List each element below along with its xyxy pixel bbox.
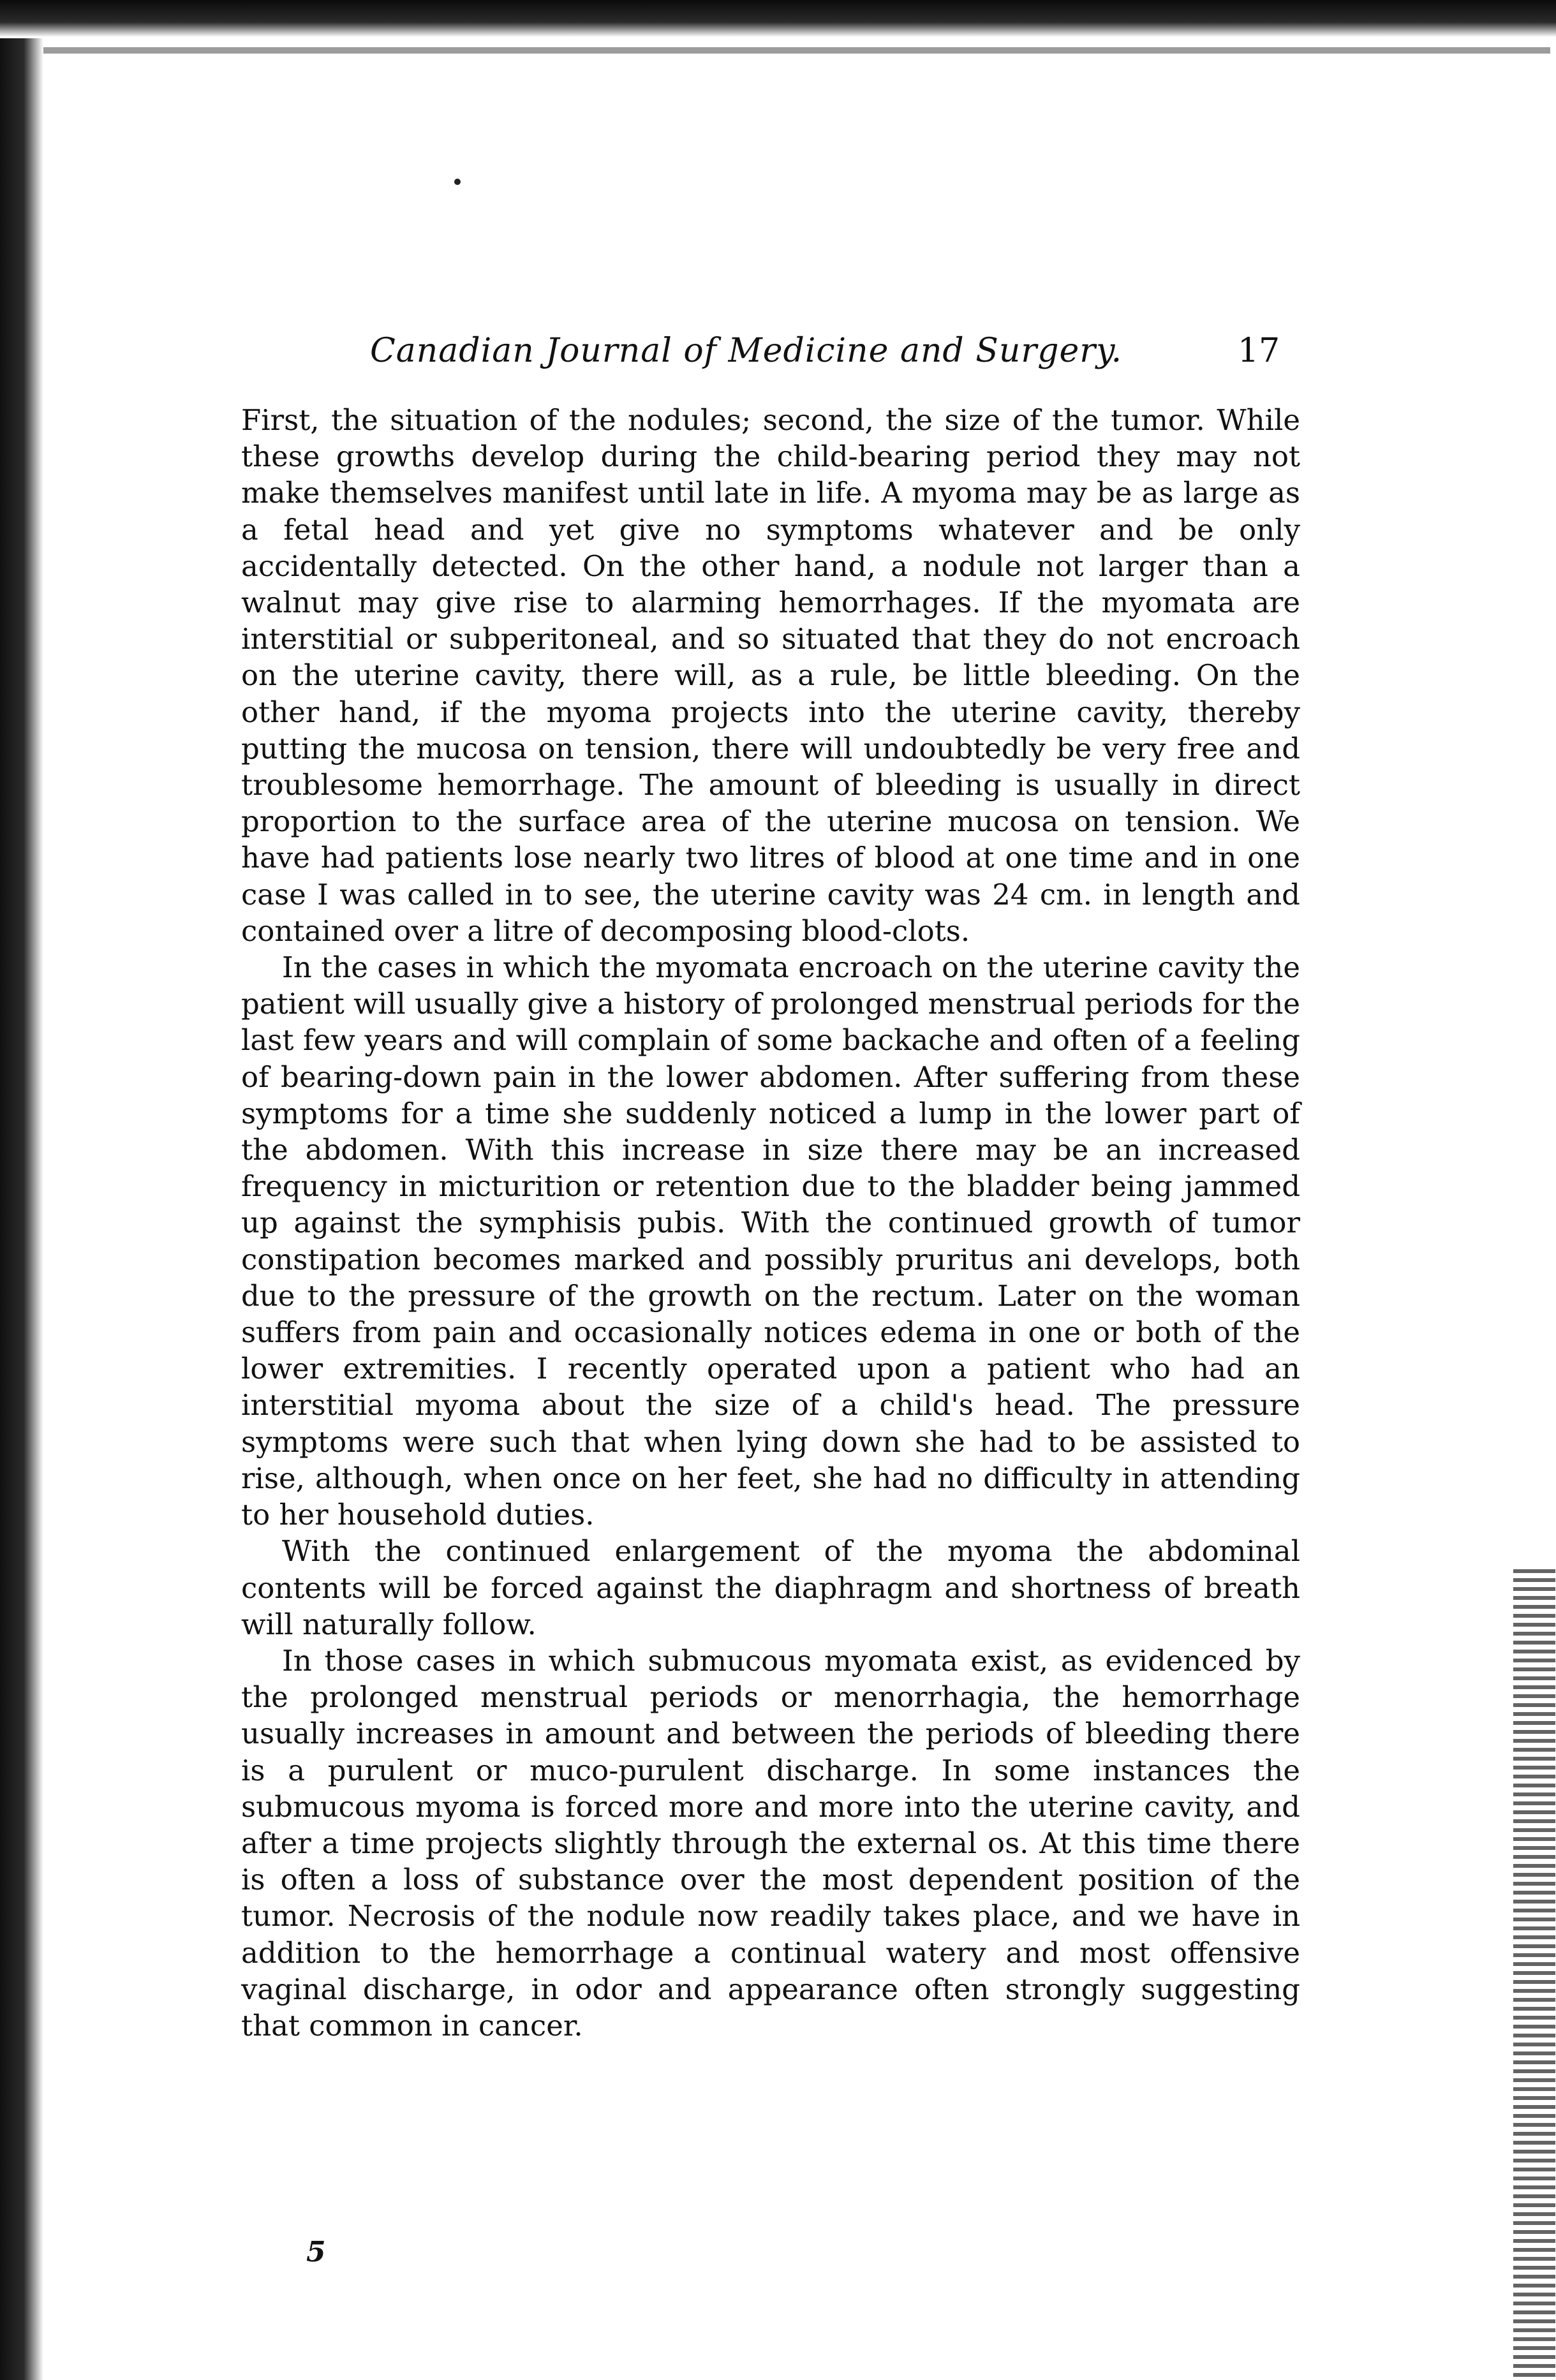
page-right-edge	[1513, 1569, 1555, 2380]
paragraph: First, the situation of the nodules; second, the size of the tumor. While these growths develop during the child-bearing period they may not make themselves manifest until late in life. A myoma may be as large as a fetal head and yet give no symptoms whatever and be only accidentally detected. On the other hand, a nodule not larger than a walnut may give rise to alarming hemorrhages. If the myomata are interstitial or subperitoneal, and so situated that they do not encroach on the uterine cavity, there will, as a rule, be little bleeding. On the other hand, if the myoma projects into the uterine cavity, thereby putting the mucosa on tension, there will undoubtedly be very free and troublesome hemorrhage. The amount of bleeding is usually in direct proportion to the surface area of the uterine mucosa on tension. We have had patients lose nearly two litres of blood at one time and in one case I was called in to see, the uterine cavity was 24 cm. in length and contained over a litre of decomposing blood-clots.	[241, 403, 1300, 948]
paragraph: With the continued enlargement of the myoma the abdominal contents will be forced against the diaphragm and shortness of breath will naturally follow.	[241, 1534, 1300, 1641]
page-top-rule	[38, 47, 1550, 54]
journal-title: Canadian Journal of Medicine and Surgery.	[370, 332, 1123, 370]
page-number: 17	[1238, 332, 1280, 370]
signature-mark: 5	[306, 2236, 326, 2268]
article-body	[241, 402, 1300, 2044]
page-binding-edge	[0, 38, 43, 2380]
page-top-edge	[0, 0, 1556, 37]
paragraph: In the cases in which the myomata encroach on the uterine cavity the patient will usually give a history of prolonged menstrual periods for the last few years and will complain of some backache and often of a feeling of bearing-down pain in the lower abdomen. After suffering from these symptoms for a time she suddenly noticed a lump in the lower part of the abdomen. With this increase in size there may be an increased frequency in micturition or retention due to the bladder being jammed up against the symphisis pubis. With the continued growth of tumor constipation becomes marked and possibly pruritus ani develops, both due to the pressure of the growth on the rectum. Later on the woman suffers from pain and occasionally notices edema in one or both of the lower extremities. I recently operated upon a patient who had an interstitial myoma about the size of a child's head. The pressure symptoms were such that when lying down she had to be assisted to rise, although, when once on her feet, she had no difficulty in attending to her household duties.	[241, 950, 1300, 1532]
running-header	[370, 332, 1327, 383]
scan-speck	[454, 179, 461, 185]
paragraph: In those cases in which submucous myomata exist, as evidenced by the prolonged menstrual periods or menorrhagia, the hemorrhage usually increases in amount and between the periods of bleeding there is a purulent or muco-purulent discharge. In some instances the submucous myoma is forced more and more into the uterine cavity, and after a time projects slightly through the external os. At this time there is often a loss of substance over the most dependent position of the tumor. Necrosis of the nodule now readily takes place, and we have in addition to the hemorrhage a continual watery and most offensive vaginal discharge, in odor and appearance often strongly suggesting that common in cancer.	[241, 1643, 1300, 2043]
